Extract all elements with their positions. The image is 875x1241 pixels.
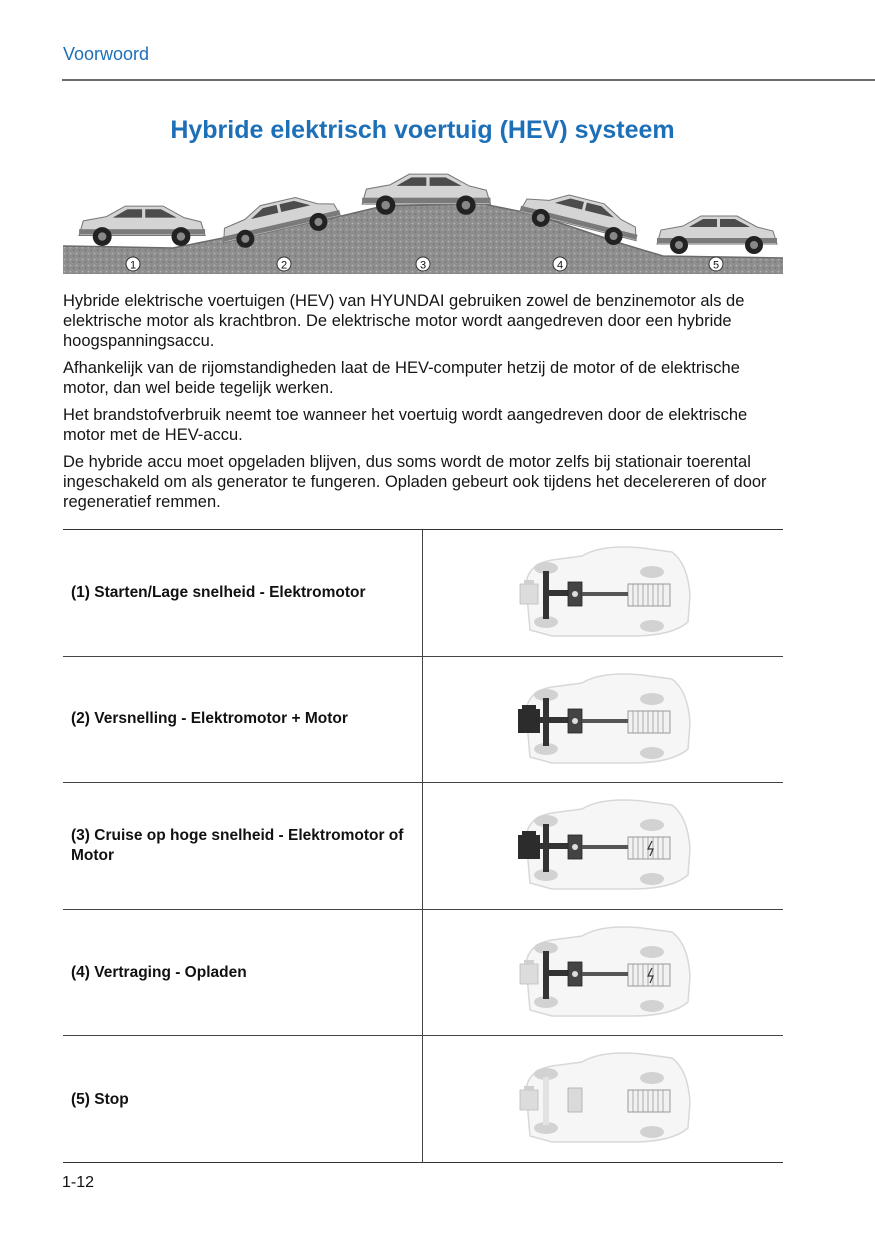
mode-label-1: (1) Starten/Lage snelheid - Elektromotor bbox=[71, 583, 366, 601]
column-divider bbox=[422, 657, 423, 783]
position-marker-3 bbox=[416, 257, 430, 272]
section-label: Voorwoord bbox=[63, 44, 150, 64]
mode-row-5 bbox=[63, 1036, 783, 1163]
mode-label-5: (5) Stop bbox=[71, 1090, 129, 1108]
position-marker-4 bbox=[553, 257, 567, 272]
page-title: Hybride elektrisch voertuig (HEV) systeem bbox=[170, 116, 675, 144]
mode-row-3 bbox=[63, 783, 783, 910]
svg-text:1: 1 bbox=[129, 259, 137, 272]
mode-row-2 bbox=[63, 657, 783, 784]
paragraph-4: De hybride accu moet opgeladen blijven, dus soms wordt de motor zelfs bij stationair toerental ingeschakeld om als generator te fungeren. Opladen gebeurt ook tijdens het decelereren of door regeneratief remmen. bbox=[63, 453, 767, 511]
drivetrain-diagram-1 bbox=[512, 544, 696, 638]
column-divider bbox=[422, 783, 423, 909]
position-marker-2 bbox=[277, 257, 291, 272]
header-rule bbox=[62, 79, 875, 81]
mode-label-2: (2) Versnelling - Elektromotor + Motor bbox=[71, 710, 348, 728]
column-divider bbox=[422, 1036, 423, 1163]
paragraph-3: Het brandstofverbruik neemt toe wanneer het voertuig wordt aangedreven door de elektrische motor met de HEV-accu. bbox=[63, 406, 748, 444]
paragraph-1: Hybride elektrische voertuigen (HEV) van HYUNDAI gebruiken zowel de benzinemotor als de elektrische motor als krachtbron. De elektrische motor wordt aangedreven door een hybride hoogspanningsaccu. bbox=[63, 292, 745, 350]
mode-row-1 bbox=[63, 530, 783, 657]
drivetrain-diagram-3 bbox=[512, 797, 696, 891]
intro-text bbox=[63, 291, 783, 519]
mode-label-3: (3) Cruise op hoge snelheid - Elektromotor of Motor bbox=[71, 826, 404, 864]
car-position-5 bbox=[657, 216, 777, 254]
mode-row-4 bbox=[63, 910, 783, 1037]
page-number: 1-12 bbox=[62, 1174, 95, 1191]
svg-text:3: 3 bbox=[419, 259, 427, 272]
car-position-1 bbox=[79, 206, 205, 246]
svg-text:4: 4 bbox=[556, 259, 564, 272]
position-marker-5 bbox=[709, 257, 723, 272]
drivetrain-diagram-2 bbox=[512, 671, 696, 765]
svg-text:5: 5 bbox=[712, 259, 720, 272]
column-divider bbox=[422, 910, 423, 1036]
drivetrain-diagram-4 bbox=[512, 924, 696, 1018]
drivetrain-diagram-5 bbox=[512, 1050, 696, 1144]
paragraph-2: Afhankelijk van de rijomstandigheden laat de HEV-computer hetzij de motor of de elektrische motor, dan wel beide tegelijk werken. bbox=[63, 359, 740, 397]
position-marker-1 bbox=[126, 257, 140, 272]
mode-label-4: (4) Vertraging - Opladen bbox=[71, 963, 247, 981]
drive-modes-table bbox=[63, 529, 783, 1163]
svg-text:2: 2 bbox=[280, 259, 288, 272]
column-divider bbox=[422, 530, 423, 656]
hill-driving-illustration bbox=[63, 168, 783, 274]
